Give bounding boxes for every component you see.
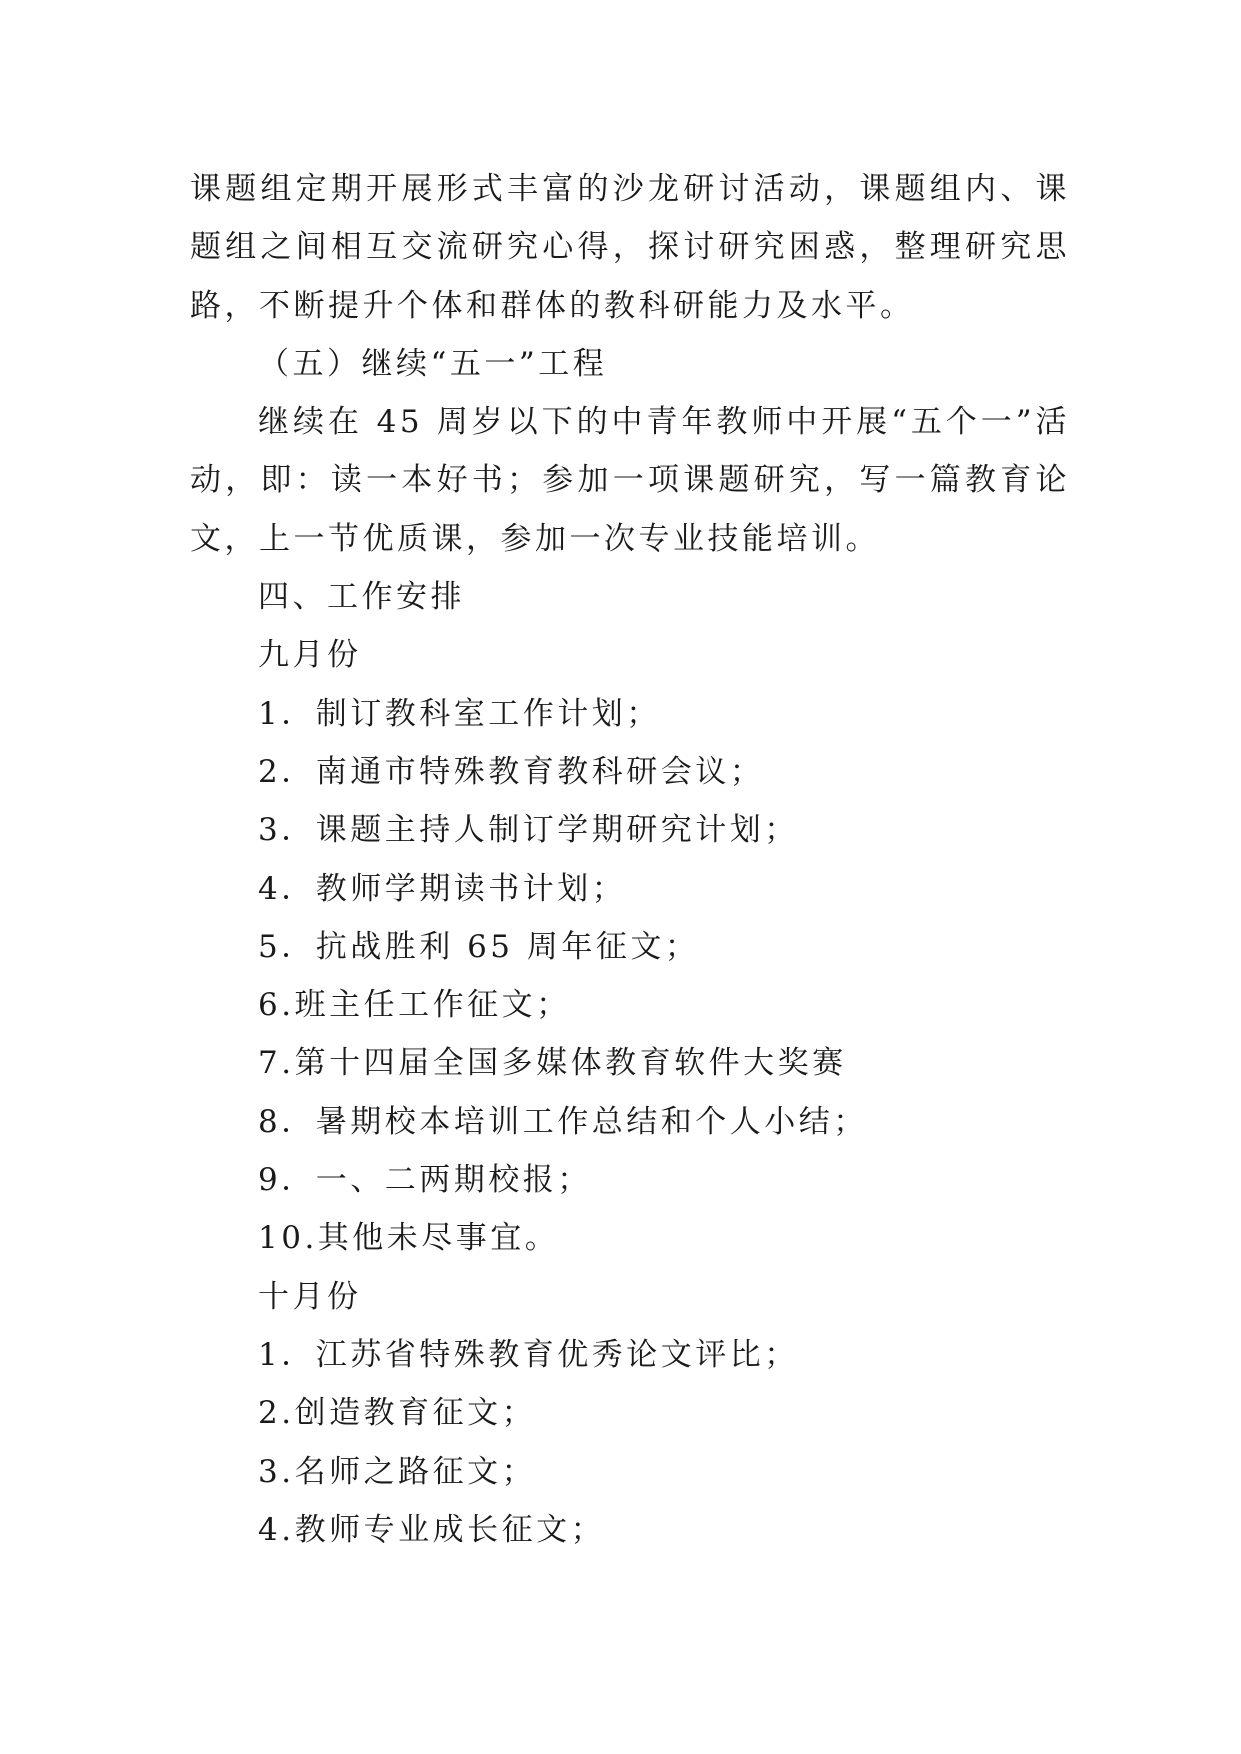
month-heading: 十月份: [258, 1278, 362, 1315]
list-item: 10.其他未尽事宜。: [258, 1220, 560, 1257]
list-item: 4.教师专业成长征文；: [258, 1511, 606, 1548]
list-item: 1．制订教科室工作计划；: [258, 695, 661, 732]
list-item: 4．教师学期读书计划；: [258, 870, 627, 907]
list-item: 1．江苏省特殊教育优秀论文评比；: [258, 1336, 799, 1373]
list-item: 6.班主任工作征文；: [258, 987, 571, 1024]
list-item: 8．暑期校本培训工作总结和个人小结；: [258, 1103, 868, 1140]
list-item: 3.名师之路征文；: [258, 1453, 537, 1490]
list-item: 2.创造教育征文；: [258, 1395, 537, 1432]
list-item: 5．抗战胜利 65 周年征文；: [258, 928, 700, 965]
list-item: 2．南通市特殊教育教科研会议；: [258, 753, 765, 790]
list-item: 7.第十四届全国多媒体教育软件大奖赛: [258, 1045, 847, 1082]
section-heading: （五）继续“五一”工程: [258, 345, 608, 382]
list-item: 3．课题主持人制订学期研究计划；: [258, 812, 799, 849]
section-heading: 四、工作安排: [258, 579, 465, 616]
month-heading: 九月份: [258, 637, 362, 674]
body-paragraph: 课题组定期开展形式丰富的沙龙研讨活动，课题组内、课题组之间相互交流研究心得，探讨研究困惑，整理研究思路，不断提升个体和群体的教科研能力及水平。: [190, 171, 1070, 324]
body-paragraph: 继续在 45 周岁以下的中青年教师中开展“五个一”活动，即：读一本好书；参加一项课题研究，写一篇教育论文，上一节优质课，参加一次专业技能培训。: [190, 404, 1070, 557]
document-body: [190, 160, 1070, 1559]
list-item: 9．一、二两期校报；: [258, 1162, 592, 1199]
